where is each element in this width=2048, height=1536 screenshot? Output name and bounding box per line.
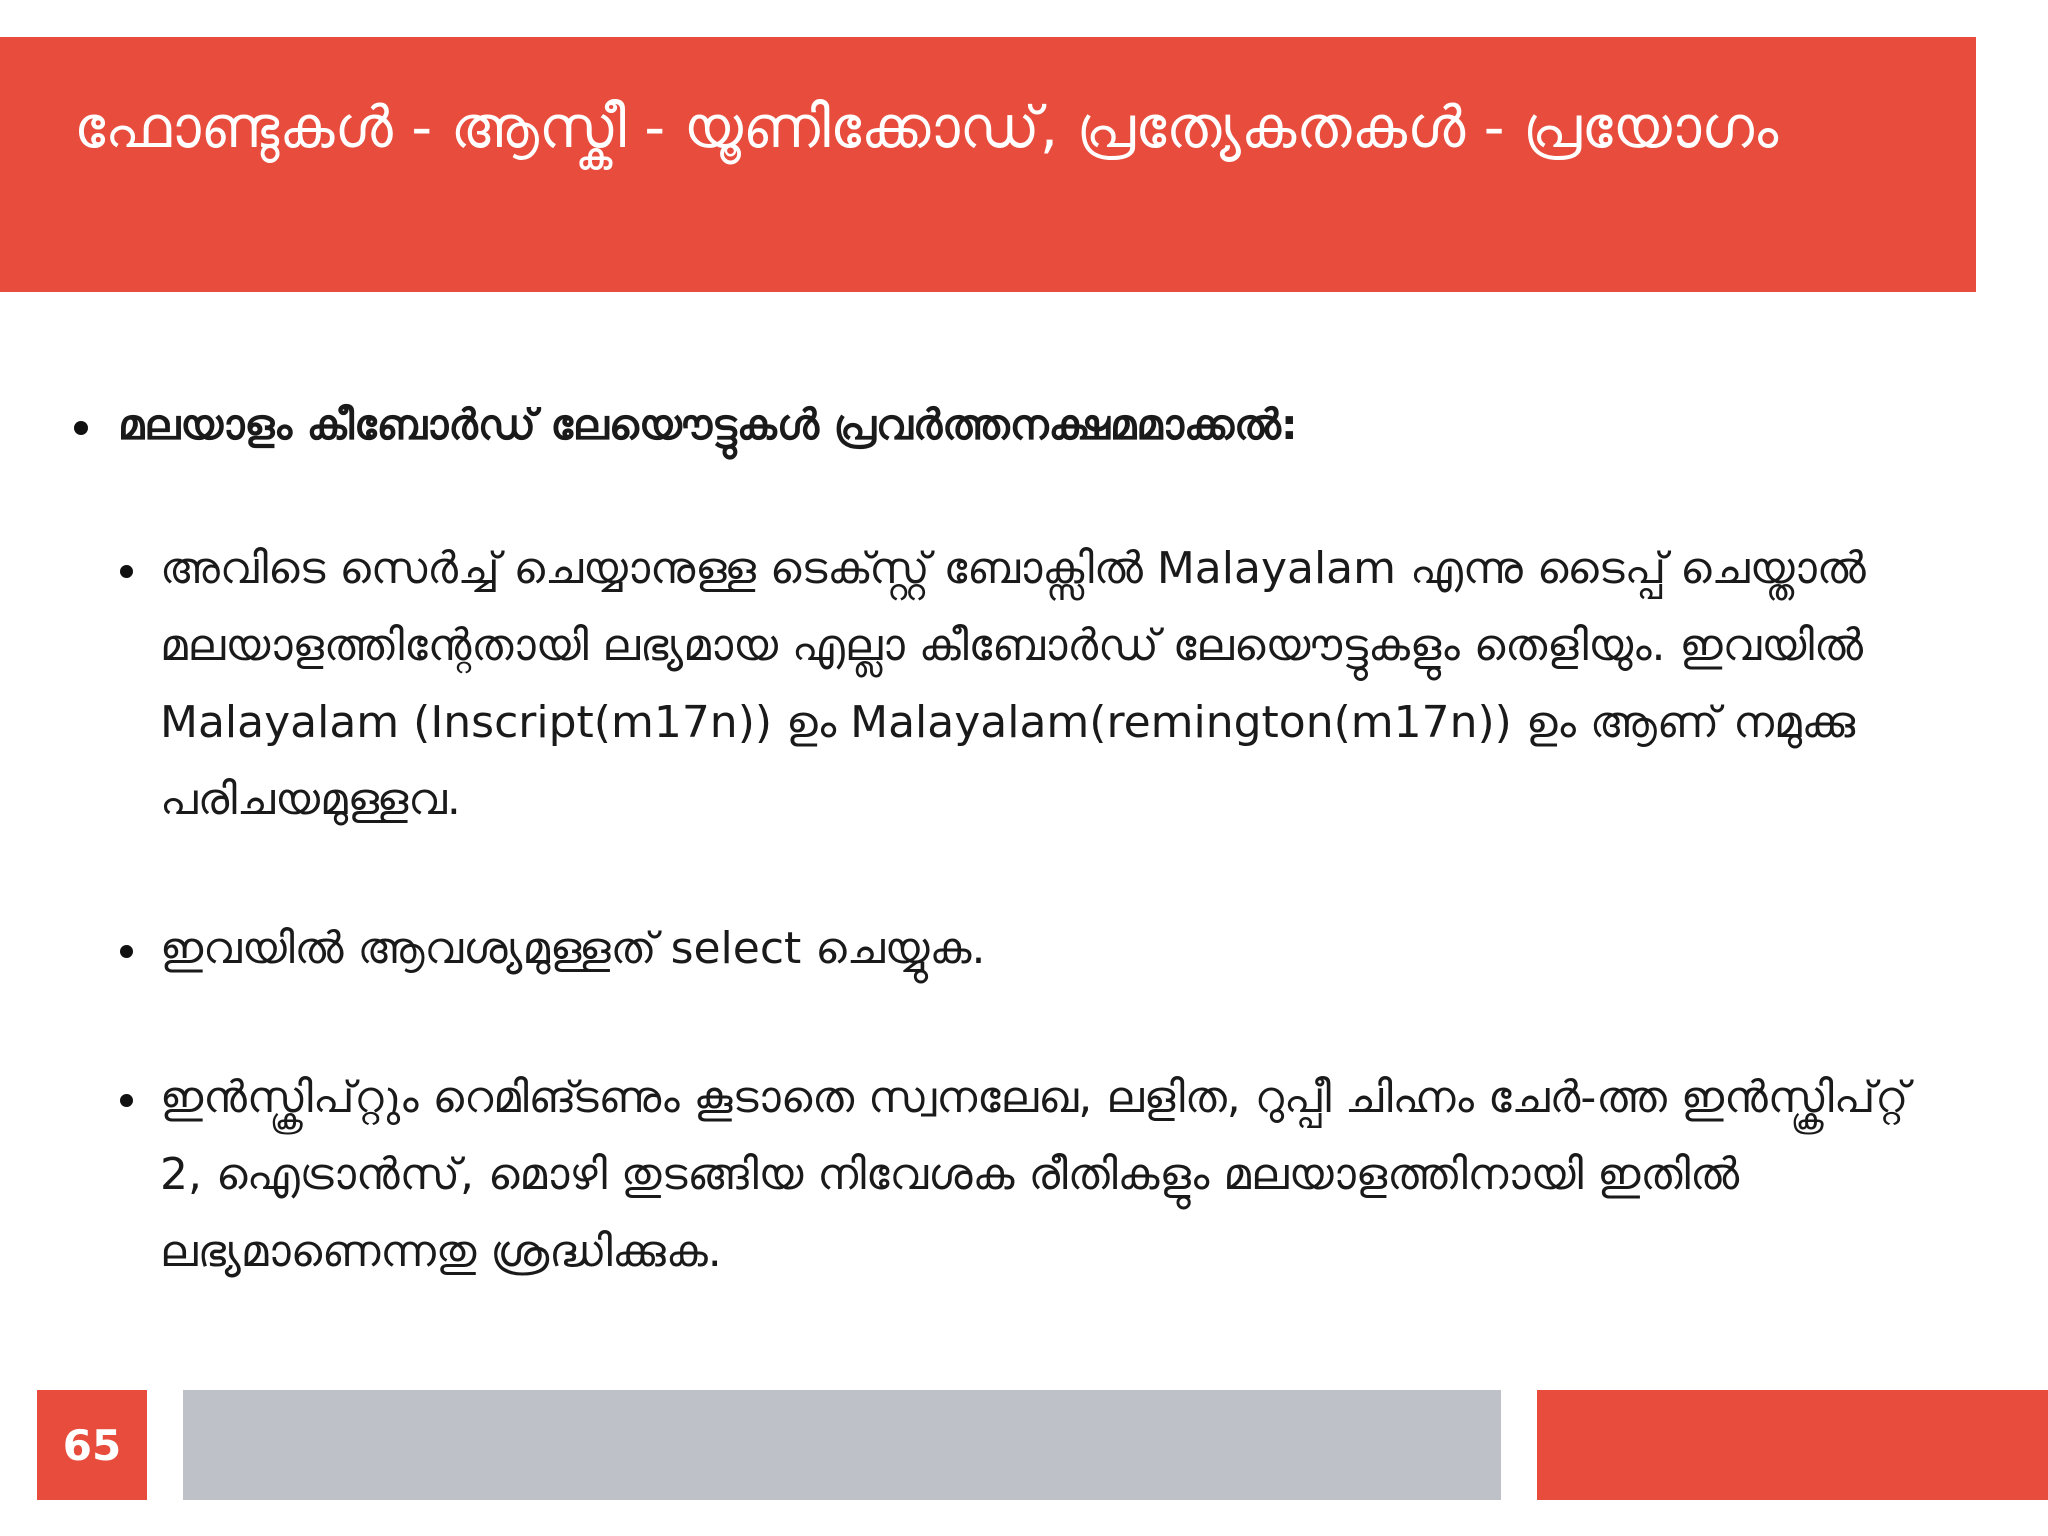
footer-accent-bar bbox=[1537, 1390, 2048, 1500]
bullet-icon bbox=[120, 565, 133, 578]
title-banner bbox=[0, 37, 1976, 292]
slide-content bbox=[70, 390, 1940, 1290]
bullet-icon bbox=[120, 1094, 133, 1107]
bullet-icon bbox=[74, 421, 88, 435]
sub-bullet-item-2 bbox=[70, 910, 1940, 987]
sub-bullet-text-1: അവിടെ സെർച്ച് ചെയ്യാനുള്ള ടെക്സ്റ്റ് ബോക്സിൽ Malayalam എന്നു ടൈപ്പ് ചെയ്താൽ മലയാളത്തിന്റേതായി ലഭ്യമായ എല്ലാ കീബോർഡ് ലേയൌട്ടുകളും തെളിയും. ഇവയിൽ Malayalam (Inscript(m17n)) ഉം Malayalam(remington(m17n)) ഉം ആണ് നമുക്കു പരിചയമുള്ളവ. bbox=[160, 543, 1866, 825]
sub-bullet-item-3 bbox=[70, 1059, 1940, 1290]
sub-bullet-text-2: ഇവയിൽ ആവശ്യമുള്ളത് select ചെയ്യുക. bbox=[160, 923, 986, 974]
main-bullet-text: മലയാളം കീബോർഡ് ലേയൌട്ടുകൾ പ്രവർത്തനക്ഷമമാക്കൽ: bbox=[118, 400, 1298, 449]
footer-gray-bar bbox=[183, 1390, 1501, 1500]
page-number: 65 bbox=[62, 1420, 122, 1470]
page-number-box bbox=[37, 1390, 147, 1500]
sub-bullet-text-3: ഇൻസ്ക്രിപ്റ്റും റെമിങ്ടണും കൂടാതെ സ്വനലേഖ, ലളിത, റുപ്പീ ചിഹ്നം ചേർ-ത്ത ഇൻസ്ക്രിപ്റ്റ് 2, ഐട്രാൻസ്, മൊഴി തുടങ്ങിയ നിവേശക രീതികളും മലയാളത്തിനായി ഇതിൽ ലഭ്യമാണെന്നതു ശ്രദ്ധിക്കുക. bbox=[160, 1072, 1909, 1277]
slide-title: ഫോണ്ടുകൾ - ആസ്കീ - യൂണിക്കോഡ്, പ്രത്യേകതകൾ - പ്രയോഗം bbox=[74, 93, 1779, 161]
main-bullet-item bbox=[70, 390, 1940, 460]
sub-bullet-item-1 bbox=[70, 530, 1940, 838]
bullet-icon bbox=[120, 945, 133, 958]
